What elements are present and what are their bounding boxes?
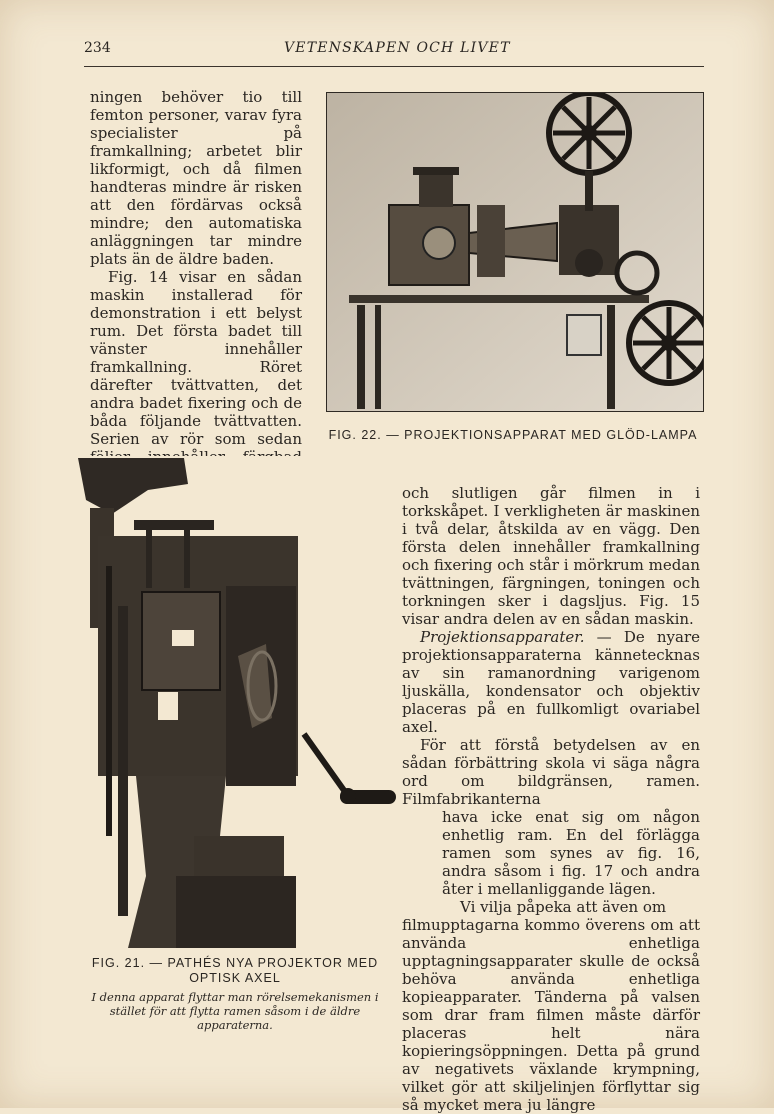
page-header <box>84 40 704 62</box>
right-paragraph-3a: För att förstå betydelsen av en sådan förbättring skola vi säga några ord om bildgränsen, ramen. Filmfabrikanterna <box>402 736 700 808</box>
figure-21-caption: FIG. 21. — PATHÉS NYA PROJEKTOR MED OPTISK AXEL <box>91 956 379 985</box>
left-paragraph-2: Fig. 14 visar en sådan maskin installerad för demonstration i ett belyst rum. Det första badet till vänster innehåller framkallning. Röret därefter tvättvatten, det andra badet fixering och de båda följande tvättvatten. Serien av rör som sedan <box>90 268 302 448</box>
figure-22-caption: FIG. 22. — PROJEKTIONSAPPARAT MED GLÖD-LAMPA <box>328 428 698 442</box>
right-paragraph-3b: hava icke enat sig om någon enhetlig ram. En del förlägga ramen som synes av fig. 16, andra såsom i fig. 17 och andra åter i mellanliggande lägen. <box>442 808 700 898</box>
header-rule <box>84 66 704 67</box>
left-paragraph-1: ningen behöver tio till femton personer, varav fyra specialister på framkallning; arbetet blir likformigt, och då filmen handteras mindre är risken att den fördärvas också mindre; den automatiska anläggningen tar mindre plats än de äldre baden. <box>90 88 302 268</box>
page-number: 234 <box>84 40 111 56</box>
left-column <box>90 88 302 484</box>
right-paragraph-2-body: — De nyare projektionsapparaterna kännetecknas av sin ramanordning varigenom ljuskälla, kondensator och objektiv placeras på en fullkomligt ovariabel axel. <box>402 628 700 736</box>
figure-21-note: I denna apparat flyttar man rörelsemekanismen i stället för att flytta ramen såsom i de äldre apparaterna. <box>91 990 379 1032</box>
running-title: VETENSKAPEN OCH LIVET <box>284 40 511 56</box>
projector-illustration <box>327 93 703 411</box>
projector-mechanism-illustration <box>76 456 396 948</box>
right-paragraph-4b: filmupptagarna kommo överens om att använda enhetliga upptagningsapparater skulle de också behöva använda enhetliga kopieapparater. Tänderna på valsen som drar fram filmen måste därför placeras helt nära kopieringsöppningen. Detta på grund av negativets växlande krympning, vilket gör att skiljelinjen förflyttar sig så mycket mera ju längre <box>402 916 700 1114</box>
section-heading-projektionsapparater: Projektionsapparater. <box>420 628 585 646</box>
right-paragraph-2 <box>402 628 700 736</box>
figure-22-photo <box>326 92 704 412</box>
figure-21-photo <box>76 456 396 948</box>
right-paragraph-1: och slutligen går filmen in i torkskåpet. I verkligheten är maskinen i två delar, åtskilda av en vägg. Den första delen innehåller framkallning och fixering och står i mörkrum medan tvättningen, färgningen, toningen och torkningen sker i dagsljus. Fig. 15 visar andra delen av en sådan maskin. <box>402 484 700 628</box>
right-paragraph-4a: Vi vilja påpeka att även om <box>460 898 667 916</box>
right-column <box>402 484 700 1114</box>
